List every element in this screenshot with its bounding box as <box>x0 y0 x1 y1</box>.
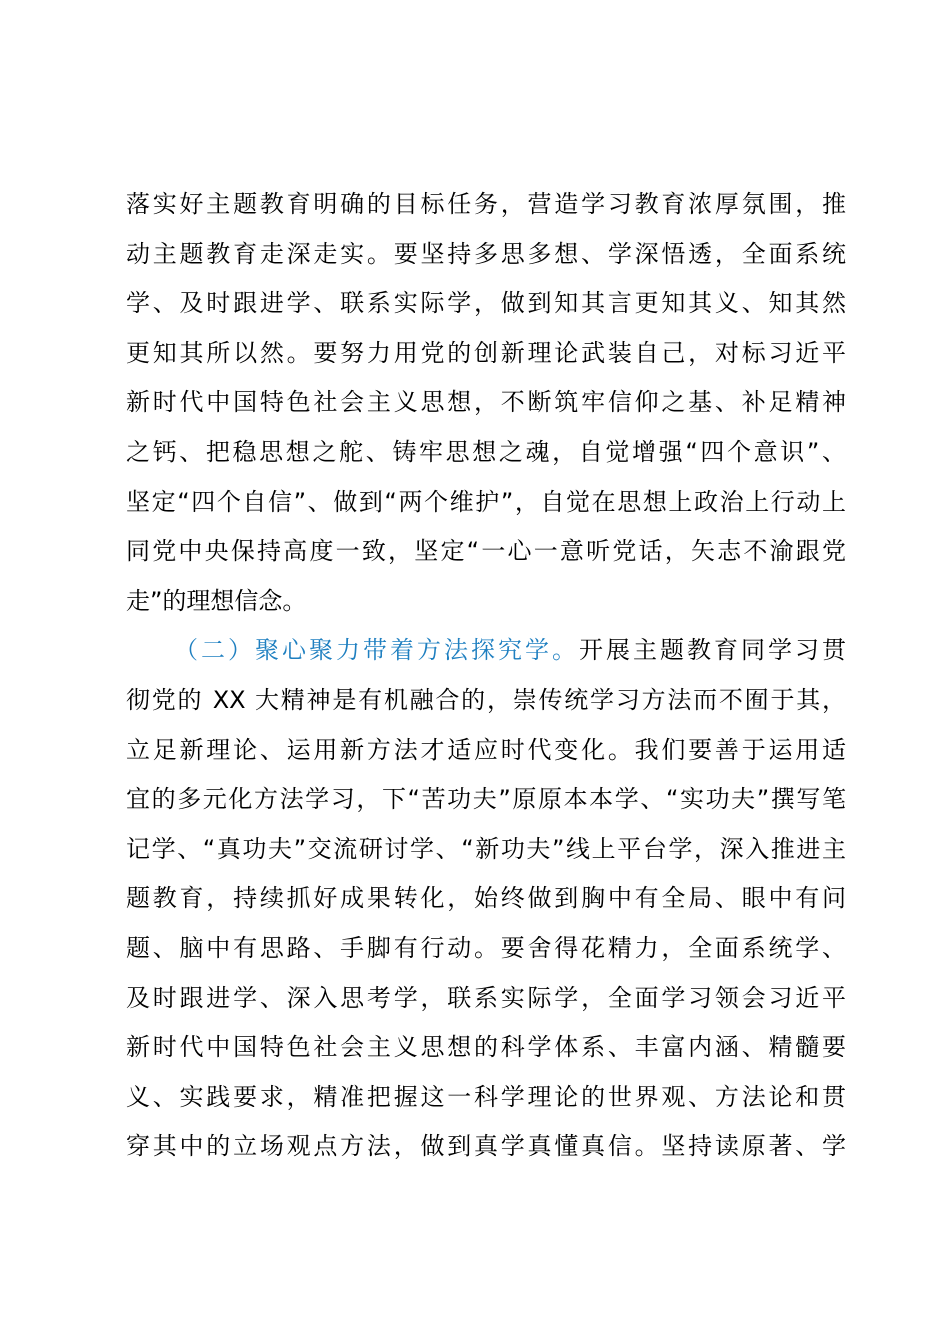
paragraph-line: 坚定“四个自信”、做到“两个维护”，自觉在思想上政治上行动上 <box>126 487 846 516</box>
paragraph-line: 彻党的 XX 大精神是有机融合的，崇传统学习方法而不囿于其， <box>126 685 846 714</box>
paragraph-line: 同党中央保持高度一致，坚定“一心一意听党话，矢志不渝跟党 <box>126 537 846 566</box>
paragraph-line: 新时代中国特色社会主义思想的科学体系、丰富内涵、精髓要 <box>126 1033 846 1062</box>
paragraph-line: 穿其中的立场观点方法，做到真学真懂真信。坚持读原著、学 <box>126 1132 846 1161</box>
paragraph-line: 宜的多元化方法学习，下“苦功夫”原原本本学、“实功夫”撰写笔 <box>126 785 846 814</box>
paragraph-line: 动主题教育走深走实。要坚持多思多想、学深悟透，全面系统 <box>126 239 846 268</box>
paragraph-line: 新时代中国特色社会主义思想，不断筑牢信仰之基、补足精神 <box>126 388 846 417</box>
paragraph-line: 学、及时跟进学、联系实际学，做到知其言更知其义、知其然 <box>126 289 846 318</box>
paragraph-line: 落实好主题教育明确的目标任务，营造学习教育浓厚氛围，推 <box>126 190 846 218</box>
paragraph-line: 及时跟进学、深入思考学，联系实际学，全面学习领会习近平 <box>126 983 846 1012</box>
paragraph-line: 题教育，持续抓好成果转化，始终做到胸中有全局、眼中有问 <box>126 884 846 913</box>
paragraph-line: 立足新理论、运用新方法才适应时代变化。我们要善于运用适 <box>126 735 846 764</box>
document-body <box>126 180 846 1172</box>
paragraph-text: 开展主题教育同学习贯 <box>579 636 846 665</box>
paragraph-line: 之钙、把稳思想之舵、铸牢思想之魂，自觉增强“四个意识”、 <box>126 437 846 466</box>
section-heading: （二）聚心聚力带着方法探究学。 <box>174 636 579 665</box>
paragraph-first-line <box>126 626 846 676</box>
paragraph-line: 更知其所以然。要努力用党的创新理论武装自己，对标习近平 <box>126 338 846 367</box>
paragraph-line: 题、脑中有思路、手脚有行动。要舍得花精力，全面系统学、 <box>126 933 846 962</box>
paragraph-line: 记学、“真功夫”交流研讨学、“新功夫”线上平台学，深入推进主 <box>126 834 846 863</box>
paragraph-line: 义、实践要求，精准把握这一科学理论的世界观、方法论和贯 <box>126 1082 846 1111</box>
paragraph-line: 走”的理想信念。 <box>126 586 307 615</box>
